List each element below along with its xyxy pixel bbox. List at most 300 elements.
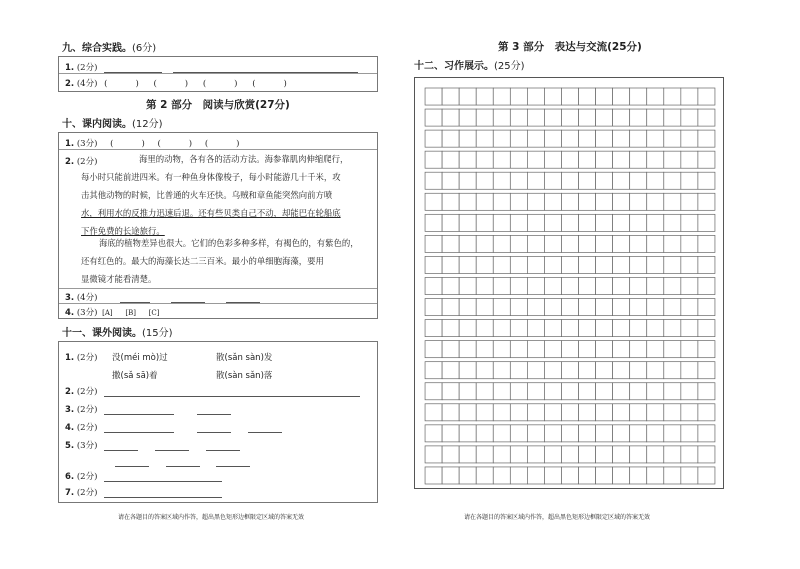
composition-grid-cells[interactable] xyxy=(415,78,725,490)
grid-cell[interactable] xyxy=(425,151,442,168)
grid-cell[interactable] xyxy=(698,214,715,231)
grid-cell[interactable] xyxy=(698,88,715,105)
grid-cell[interactable] xyxy=(698,425,715,442)
grid-cell[interactable] xyxy=(442,446,459,463)
grid-cell[interactable] xyxy=(698,109,715,126)
grid-cell[interactable] xyxy=(510,467,527,484)
grid-cell[interactable] xyxy=(510,362,527,379)
grid-cell[interactable] xyxy=(681,214,698,231)
grid-cell[interactable] xyxy=(596,362,613,379)
grid-cell[interactable] xyxy=(476,362,493,379)
grid-cell[interactable] xyxy=(493,320,510,337)
grid-cell[interactable] xyxy=(681,193,698,210)
grid-cell[interactable] xyxy=(613,383,630,400)
answer-line[interactable] xyxy=(248,424,282,433)
grid-cell[interactable] xyxy=(664,446,681,463)
grid-cell[interactable] xyxy=(613,362,630,379)
grid-cell[interactable] xyxy=(493,425,510,442)
pinyin-choice[interactable]: 撒(sǎ sā)着 xyxy=(112,371,158,381)
grid-cell[interactable] xyxy=(493,362,510,379)
grid-cell[interactable] xyxy=(698,383,715,400)
answer-line[interactable] xyxy=(206,442,240,451)
grid-cell[interactable] xyxy=(664,256,681,273)
grid-cell[interactable] xyxy=(476,151,493,168)
grid-cell[interactable] xyxy=(596,88,613,105)
grid-cell[interactable] xyxy=(510,235,527,252)
grid-cell[interactable] xyxy=(681,88,698,105)
grid-cell[interactable] xyxy=(459,320,476,337)
grid-cell[interactable] xyxy=(698,151,715,168)
grid-cell[interactable] xyxy=(527,341,544,358)
grid-cell[interactable] xyxy=(544,341,561,358)
grid-cell[interactable] xyxy=(613,109,630,126)
grid-cell[interactable] xyxy=(613,446,630,463)
grid-cell[interactable] xyxy=(630,235,647,252)
grid-cell[interactable] xyxy=(664,299,681,316)
grid-cell[interactable] xyxy=(681,320,698,337)
grid-cell[interactable] xyxy=(459,362,476,379)
grid-cell[interactable] xyxy=(476,235,493,252)
grid-cell[interactable] xyxy=(681,151,698,168)
grid-cell[interactable] xyxy=(476,193,493,210)
grid-cell[interactable] xyxy=(664,320,681,337)
grid-cell[interactable] xyxy=(459,277,476,294)
grid-cell[interactable] xyxy=(493,130,510,147)
grid-cell[interactable] xyxy=(681,383,698,400)
answer-line[interactable] xyxy=(197,406,231,415)
grid-cell[interactable] xyxy=(527,467,544,484)
grid-cell[interactable] xyxy=(510,151,527,168)
grid-cell[interactable] xyxy=(459,130,476,147)
grid-cell[interactable] xyxy=(579,341,596,358)
grid-cell[interactable] xyxy=(647,193,664,210)
grid-cell[interactable] xyxy=(476,109,493,126)
grid-cell[interactable] xyxy=(647,320,664,337)
grid-cell[interactable] xyxy=(459,88,476,105)
grid-cell[interactable] xyxy=(425,446,442,463)
grid-cell[interactable] xyxy=(579,404,596,421)
grid-cell[interactable] xyxy=(630,341,647,358)
grid-cell[interactable] xyxy=(561,109,578,126)
grid-cell[interactable] xyxy=(476,320,493,337)
grid-cell[interactable] xyxy=(544,299,561,316)
grid-cell[interactable] xyxy=(442,299,459,316)
grid-cell[interactable] xyxy=(544,172,561,189)
grid-cell[interactable] xyxy=(664,277,681,294)
grid-cell[interactable] xyxy=(613,214,630,231)
grid-cell[interactable] xyxy=(493,467,510,484)
grid-cell[interactable] xyxy=(630,467,647,484)
grid-cell[interactable] xyxy=(681,425,698,442)
grid-cell[interactable] xyxy=(664,151,681,168)
grid-cell[interactable] xyxy=(510,109,527,126)
grid-cell[interactable] xyxy=(613,299,630,316)
grid-cell[interactable] xyxy=(442,130,459,147)
grid-cell[interactable] xyxy=(698,256,715,273)
grid-cell[interactable] xyxy=(698,130,715,147)
grid-cell[interactable] xyxy=(613,130,630,147)
grid-cell[interactable] xyxy=(579,277,596,294)
grid-cell[interactable] xyxy=(510,193,527,210)
answer-line[interactable] xyxy=(173,64,358,73)
grid-cell[interactable] xyxy=(596,320,613,337)
grid-cell[interactable] xyxy=(425,425,442,442)
grid-cell[interactable] xyxy=(425,341,442,358)
grid-cell[interactable] xyxy=(476,172,493,189)
grid-cell[interactable] xyxy=(459,299,476,316)
answer-line[interactable] xyxy=(104,424,174,433)
answer-line[interactable] xyxy=(104,489,222,498)
grid-cell[interactable] xyxy=(647,109,664,126)
grid-cell[interactable] xyxy=(579,130,596,147)
grid-cell[interactable] xyxy=(647,256,664,273)
grid-cell[interactable] xyxy=(544,383,561,400)
grid-cell[interactable] xyxy=(647,88,664,105)
grid-cell[interactable] xyxy=(647,362,664,379)
grid-cell[interactable] xyxy=(459,425,476,442)
grid-cell[interactable] xyxy=(544,151,561,168)
answer-line[interactable] xyxy=(166,458,200,467)
grid-cell[interactable] xyxy=(442,277,459,294)
grid-cell[interactable] xyxy=(527,425,544,442)
grid-cell[interactable] xyxy=(476,446,493,463)
grid-cell[interactable] xyxy=(664,214,681,231)
grid-cell[interactable] xyxy=(698,404,715,421)
grid-cell[interactable] xyxy=(681,109,698,126)
grid-cell[interactable] xyxy=(493,214,510,231)
grid-cell[interactable] xyxy=(561,404,578,421)
grid-cell[interactable] xyxy=(613,88,630,105)
grid-cell[interactable] xyxy=(613,151,630,168)
grid-cell[interactable] xyxy=(613,193,630,210)
answer-line[interactable] xyxy=(104,406,174,415)
grid-cell[interactable] xyxy=(527,446,544,463)
grid-cell[interactable] xyxy=(613,256,630,273)
grid-cell[interactable] xyxy=(442,151,459,168)
option-c[interactable]: [C] xyxy=(148,309,160,317)
grid-cell[interactable] xyxy=(647,446,664,463)
grid-cell[interactable] xyxy=(647,383,664,400)
grid-cell[interactable] xyxy=(630,256,647,273)
grid-cell[interactable] xyxy=(425,88,442,105)
grid-cell[interactable] xyxy=(493,404,510,421)
grid-cell[interactable] xyxy=(425,404,442,421)
grid-cell[interactable] xyxy=(613,172,630,189)
grid-cell[interactable] xyxy=(425,193,442,210)
grid-cell[interactable] xyxy=(596,193,613,210)
grid-cell[interactable] xyxy=(425,235,442,252)
grid-cell[interactable] xyxy=(493,151,510,168)
grid-cell[interactable] xyxy=(681,172,698,189)
grid-cell[interactable] xyxy=(579,193,596,210)
grid-cell[interactable] xyxy=(561,341,578,358)
grid-cell[interactable] xyxy=(579,151,596,168)
grid-cell[interactable] xyxy=(476,130,493,147)
grid-cell[interactable] xyxy=(442,425,459,442)
grid-cell[interactable] xyxy=(442,383,459,400)
grid-cell[interactable] xyxy=(579,256,596,273)
grid-cell[interactable] xyxy=(510,256,527,273)
grid-cell[interactable] xyxy=(698,235,715,252)
grid-cell[interactable] xyxy=(698,467,715,484)
grid-cell[interactable] xyxy=(664,130,681,147)
grid-cell[interactable] xyxy=(510,404,527,421)
grid-cell[interactable] xyxy=(596,299,613,316)
option-b[interactable]: [B] xyxy=(125,309,136,317)
grid-cell[interactable] xyxy=(561,172,578,189)
grid-cell[interactable] xyxy=(544,256,561,273)
grid-cell[interactable] xyxy=(527,277,544,294)
grid-cell[interactable] xyxy=(510,172,527,189)
grid-cell[interactable] xyxy=(664,467,681,484)
grid-cell[interactable] xyxy=(442,256,459,273)
grid-cell[interactable] xyxy=(510,425,527,442)
answer-line[interactable] xyxy=(104,388,360,397)
grid-cell[interactable] xyxy=(493,172,510,189)
grid-cell[interactable] xyxy=(493,256,510,273)
answer-line[interactable] xyxy=(171,294,205,303)
pinyin-choice[interactable]: 散(sǎn sàn)发 xyxy=(216,353,273,363)
grid-cell[interactable] xyxy=(579,320,596,337)
grid-cell[interactable] xyxy=(510,130,527,147)
grid-cell[interactable] xyxy=(596,383,613,400)
grid-cell[interactable] xyxy=(579,362,596,379)
grid-cell[interactable] xyxy=(544,109,561,126)
option-a[interactable]: [A] xyxy=(102,309,113,317)
grid-cell[interactable] xyxy=(647,341,664,358)
grid-cell[interactable] xyxy=(681,467,698,484)
grid-cell[interactable] xyxy=(664,404,681,421)
grid-cell[interactable] xyxy=(664,193,681,210)
grid-cell[interactable] xyxy=(561,151,578,168)
grid-cell[interactable] xyxy=(647,130,664,147)
grid-cell[interactable] xyxy=(647,299,664,316)
grid-cell[interactable] xyxy=(561,277,578,294)
grid-cell[interactable] xyxy=(425,109,442,126)
answer-line[interactable] xyxy=(104,473,222,482)
grid-cell[interactable] xyxy=(698,320,715,337)
grid-cell[interactable] xyxy=(630,172,647,189)
grid-cell[interactable] xyxy=(630,425,647,442)
grid-cell[interactable] xyxy=(459,341,476,358)
composition-grid[interactable] xyxy=(414,77,724,489)
pinyin-choice[interactable]: 没(méi mò)过 xyxy=(112,353,168,363)
grid-cell[interactable] xyxy=(596,130,613,147)
grid-cell[interactable] xyxy=(442,341,459,358)
grid-cell[interactable] xyxy=(442,235,459,252)
grid-cell[interactable] xyxy=(664,235,681,252)
grid-cell[interactable] xyxy=(647,235,664,252)
answer-line[interactable] xyxy=(115,458,149,467)
grid-cell[interactable] xyxy=(664,172,681,189)
grid-cell[interactable] xyxy=(681,404,698,421)
grid-cell[interactable] xyxy=(425,383,442,400)
grid-cell[interactable] xyxy=(544,467,561,484)
grid-cell[interactable] xyxy=(527,320,544,337)
grid-cell[interactable] xyxy=(647,404,664,421)
grid-cell[interactable] xyxy=(527,193,544,210)
grid-cell[interactable] xyxy=(664,425,681,442)
grid-cell[interactable] xyxy=(630,88,647,105)
grid-cell[interactable] xyxy=(442,193,459,210)
grid-cell[interactable] xyxy=(476,467,493,484)
grid-cell[interactable] xyxy=(442,214,459,231)
grid-cell[interactable] xyxy=(459,235,476,252)
grid-cell[interactable] xyxy=(527,404,544,421)
grid-cell[interactable] xyxy=(664,362,681,379)
grid-cell[interactable] xyxy=(527,299,544,316)
grid-cell[interactable] xyxy=(459,383,476,400)
grid-cell[interactable] xyxy=(442,320,459,337)
grid-cell[interactable] xyxy=(425,214,442,231)
grid-cell[interactable] xyxy=(596,467,613,484)
grid-cell[interactable] xyxy=(425,467,442,484)
grid-cell[interactable] xyxy=(647,214,664,231)
grid-cell[interactable] xyxy=(459,193,476,210)
grid-cell[interactable] xyxy=(630,214,647,231)
grid-cell[interactable] xyxy=(630,109,647,126)
grid-cell[interactable] xyxy=(527,362,544,379)
grid-cell[interactable] xyxy=(561,214,578,231)
grid-cell[interactable] xyxy=(561,446,578,463)
grid-cell[interactable] xyxy=(630,151,647,168)
grid-cell[interactable] xyxy=(681,362,698,379)
grid-cell[interactable] xyxy=(664,341,681,358)
grid-cell[interactable] xyxy=(527,109,544,126)
grid-cell[interactable] xyxy=(698,341,715,358)
grid-cell[interactable] xyxy=(561,467,578,484)
grid-cell[interactable] xyxy=(630,446,647,463)
grid-cell[interactable] xyxy=(510,446,527,463)
grid-cell[interactable] xyxy=(476,341,493,358)
grid-cell[interactable] xyxy=(561,320,578,337)
grid-cell[interactable] xyxy=(544,235,561,252)
grid-cell[interactable] xyxy=(561,235,578,252)
grid-cell[interactable] xyxy=(510,299,527,316)
grid-cell[interactable] xyxy=(544,277,561,294)
grid-cell[interactable] xyxy=(527,151,544,168)
grid-cell[interactable] xyxy=(476,88,493,105)
grid-cell[interactable] xyxy=(613,341,630,358)
grid-cell[interactable] xyxy=(681,256,698,273)
grid-cell[interactable] xyxy=(561,362,578,379)
grid-cell[interactable] xyxy=(579,88,596,105)
grid-cell[interactable] xyxy=(613,467,630,484)
grid-cell[interactable] xyxy=(425,299,442,316)
answer-line[interactable] xyxy=(104,64,162,73)
grid-cell[interactable] xyxy=(630,383,647,400)
grid-cell[interactable] xyxy=(579,383,596,400)
grid-cell[interactable] xyxy=(596,446,613,463)
grid-cell[interactable] xyxy=(596,277,613,294)
grid-cell[interactable] xyxy=(493,109,510,126)
grid-cell[interactable] xyxy=(476,404,493,421)
grid-cell[interactable] xyxy=(647,277,664,294)
grid-cell[interactable] xyxy=(493,446,510,463)
grid-cell[interactable] xyxy=(442,172,459,189)
grid-cell[interactable] xyxy=(596,109,613,126)
grid-cell[interactable] xyxy=(425,256,442,273)
answer-line[interactable] xyxy=(155,442,189,451)
grid-cell[interactable] xyxy=(442,88,459,105)
grid-cell[interactable] xyxy=(561,425,578,442)
grid-cell[interactable] xyxy=(630,277,647,294)
grid-cell[interactable] xyxy=(459,404,476,421)
grid-cell[interactable] xyxy=(459,214,476,231)
grid-cell[interactable] xyxy=(459,467,476,484)
grid-cell[interactable] xyxy=(493,277,510,294)
grid-cell[interactable] xyxy=(630,320,647,337)
grid-cell[interactable] xyxy=(442,109,459,126)
grid-cell[interactable] xyxy=(442,467,459,484)
grid-cell[interactable] xyxy=(698,299,715,316)
grid-cell[interactable] xyxy=(579,446,596,463)
grid-cell[interactable] xyxy=(613,425,630,442)
grid-cell[interactable] xyxy=(544,425,561,442)
grid-cell[interactable] xyxy=(493,193,510,210)
grid-cell[interactable] xyxy=(527,383,544,400)
grid-cell[interactable] xyxy=(493,341,510,358)
grid-cell[interactable] xyxy=(425,320,442,337)
grid-cell[interactable] xyxy=(561,256,578,273)
grid-cell[interactable] xyxy=(698,193,715,210)
grid-cell[interactable] xyxy=(664,109,681,126)
grid-cell[interactable] xyxy=(425,130,442,147)
grid-cell[interactable] xyxy=(459,151,476,168)
grid-cell[interactable] xyxy=(476,214,493,231)
pinyin-choice[interactable]: 散(sàn sǎn)落 xyxy=(216,371,273,381)
grid-cell[interactable] xyxy=(681,341,698,358)
grid-cell[interactable] xyxy=(596,172,613,189)
grid-cell[interactable] xyxy=(698,277,715,294)
grid-cell[interactable] xyxy=(579,172,596,189)
grid-cell[interactable] xyxy=(681,235,698,252)
grid-cell[interactable] xyxy=(493,88,510,105)
grid-cell[interactable] xyxy=(596,235,613,252)
grid-cell[interactable] xyxy=(561,88,578,105)
grid-cell[interactable] xyxy=(476,425,493,442)
grid-cell[interactable] xyxy=(579,109,596,126)
grid-cell[interactable] xyxy=(613,320,630,337)
answer-line[interactable] xyxy=(197,424,231,433)
grid-cell[interactable] xyxy=(425,277,442,294)
grid-cell[interactable] xyxy=(510,383,527,400)
grid-cell[interactable] xyxy=(442,404,459,421)
grid-cell[interactable] xyxy=(561,130,578,147)
grid-cell[interactable] xyxy=(544,362,561,379)
grid-cell[interactable] xyxy=(510,320,527,337)
grid-cell[interactable] xyxy=(425,362,442,379)
grid-cell[interactable] xyxy=(459,446,476,463)
grid-cell[interactable] xyxy=(630,362,647,379)
grid-cell[interactable] xyxy=(425,172,442,189)
grid-cell[interactable] xyxy=(613,404,630,421)
grid-cell[interactable] xyxy=(698,172,715,189)
grid-cell[interactable] xyxy=(681,277,698,294)
grid-cell[interactable] xyxy=(459,256,476,273)
grid-cell[interactable] xyxy=(681,130,698,147)
grid-cell[interactable] xyxy=(544,404,561,421)
grid-cell[interactable] xyxy=(493,383,510,400)
grid-cell[interactable] xyxy=(476,383,493,400)
grid-cell[interactable] xyxy=(544,193,561,210)
grid-cell[interactable] xyxy=(647,467,664,484)
grid-cell[interactable] xyxy=(630,404,647,421)
grid-cell[interactable] xyxy=(561,383,578,400)
grid-cell[interactable] xyxy=(579,214,596,231)
grid-cell[interactable] xyxy=(544,130,561,147)
grid-cell[interactable] xyxy=(630,193,647,210)
